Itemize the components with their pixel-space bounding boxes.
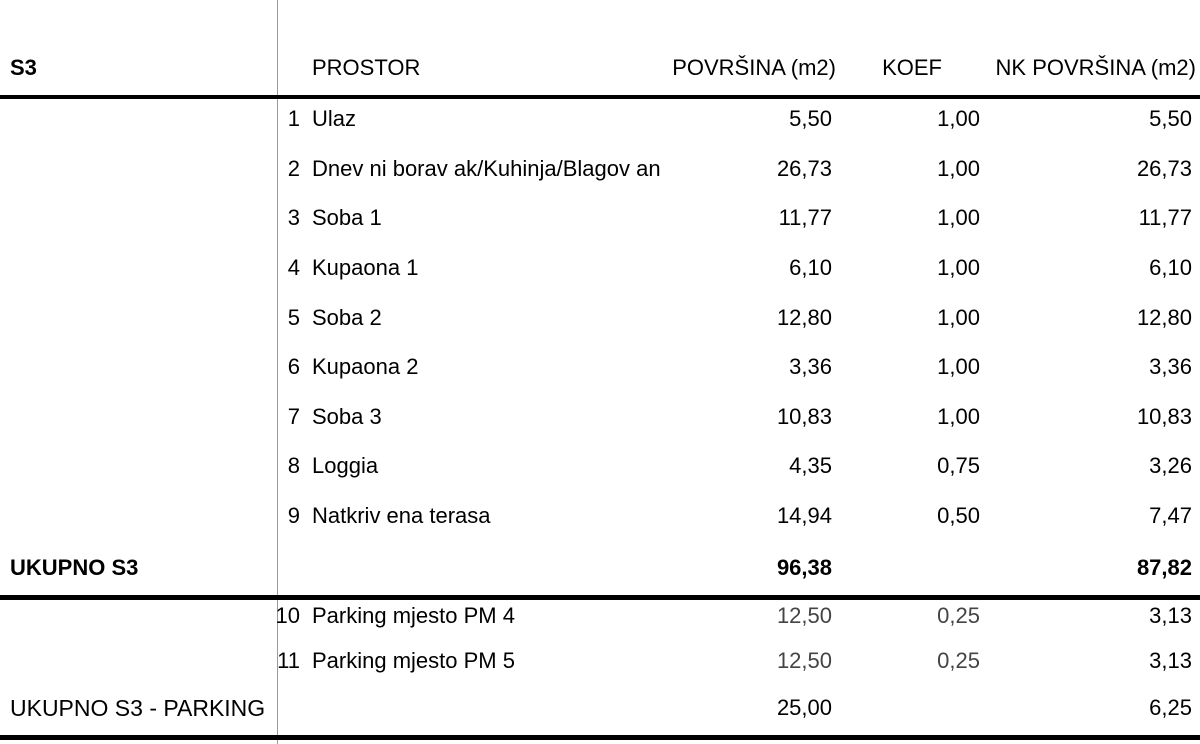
room-koef: 0,75 (937, 453, 980, 478)
room-koef: 1,00 (937, 305, 980, 330)
parking-koef: 0,25 (937, 648, 980, 673)
room-area: 14,94 (776, 503, 832, 528)
room-name: Kupaona 2 (312, 354, 419, 379)
parking-total-area: 25,00 (776, 695, 832, 720)
room-name: Kupaona 1 (312, 255, 419, 280)
parking-area: 12,50 (776, 603, 832, 628)
header-povrsina: POVRŠINA (m2) (672, 55, 836, 80)
row-number: 11 (277, 648, 300, 673)
room-koef: 1,00 (937, 404, 980, 429)
parking-nk-area: 3,13 (1149, 603, 1192, 628)
section-title: S3 (10, 55, 37, 80)
room-name: Ulaz (312, 106, 357, 131)
row-number: 9 (287, 503, 300, 528)
parking-total-label: UKUPNO S3 - PARKING (10, 695, 266, 721)
row-number: 1 (287, 106, 300, 131)
table-row (0, 200, 1200, 236)
table-row (0, 598, 1200, 634)
room-name: Soba 1 (312, 205, 382, 230)
room-nk-area: 3,36 (1149, 354, 1192, 379)
parking-name: Parking mjesto PM 4 (312, 603, 515, 628)
room-nk-area: 26,73 (1136, 156, 1192, 181)
row-number: 10 (275, 603, 300, 628)
room-area: 12,80 (776, 305, 832, 330)
room-koef: 1,00 (937, 255, 980, 280)
parking-koef: 0,25 (937, 603, 980, 628)
room-koef: 0,50 (937, 503, 980, 528)
room-nk-area: 10,83 (1136, 404, 1192, 429)
header-rule (0, 95, 1200, 99)
row-number: 7 (287, 404, 300, 429)
room-koef: 1,00 (937, 205, 980, 230)
room-area: 3,36 (789, 354, 832, 379)
room-name: Soba 3 (312, 404, 382, 429)
total-area: 96,38 (776, 555, 832, 580)
room-area: 5,50 (789, 106, 832, 131)
table-row (0, 448, 1200, 484)
table-row (0, 250, 1200, 286)
row-number: 2 (287, 156, 300, 181)
room-nk-area: 5,50 (1149, 106, 1192, 131)
room-name: Soba 2 (312, 305, 382, 330)
total-row (0, 550, 1200, 586)
room-nk-area: 7,47 (1149, 503, 1192, 528)
row-number: 3 (287, 205, 300, 230)
room-area: 26,73 (776, 156, 832, 181)
row-number: 4 (287, 255, 300, 280)
total-label: UKUPNO S3 (10, 555, 139, 580)
room-name: Dnev ni borav ak/Kuhinja/Blagov an (312, 156, 661, 181)
table-row (0, 399, 1200, 435)
bottom-rule (0, 735, 1200, 740)
table-row (0, 151, 1200, 187)
table-row (0, 300, 1200, 336)
room-area: 11,77 (778, 205, 832, 230)
row-number: 5 (287, 305, 300, 330)
room-area: 6,10 (789, 255, 832, 280)
header-koef: KOEF (882, 55, 942, 80)
room-area: 4,35 (789, 453, 832, 478)
room-name: Loggia (312, 453, 379, 478)
room-nk-area: 12,80 (1136, 305, 1192, 330)
room-nk-area: 3,26 (1149, 453, 1192, 478)
row-number: 6 (287, 354, 300, 379)
room-koef: 1,00 (937, 354, 980, 379)
table-row (0, 101, 1200, 137)
table-row (0, 349, 1200, 385)
parking-total-row (0, 690, 1200, 726)
row-number: 8 (287, 453, 300, 478)
parking-nk-area: 3,13 (1149, 648, 1192, 673)
total-nk-area: 87,82 (1136, 555, 1192, 580)
room-koef: 1,00 (937, 106, 980, 131)
parking-total-nk-area: 6,25 (1149, 695, 1192, 720)
room-area: 10,83 (776, 404, 832, 429)
room-nk-area: 11,77 (1138, 205, 1192, 230)
table-row (0, 498, 1200, 534)
room-nk-area: 6,10 (1149, 255, 1192, 280)
room-name: Natkriv ena terasa (312, 503, 491, 528)
header-prostor: PROSTOR (312, 55, 421, 80)
room-koef: 1,00 (937, 156, 980, 181)
parking-area: 12,50 (776, 648, 832, 673)
header-nk-povrsina: NK POVRŠINA (m2) (995, 55, 1196, 80)
parking-name: Parking mjesto PM 5 (312, 648, 515, 673)
table-header (0, 50, 1200, 86)
table-row (0, 643, 1200, 679)
